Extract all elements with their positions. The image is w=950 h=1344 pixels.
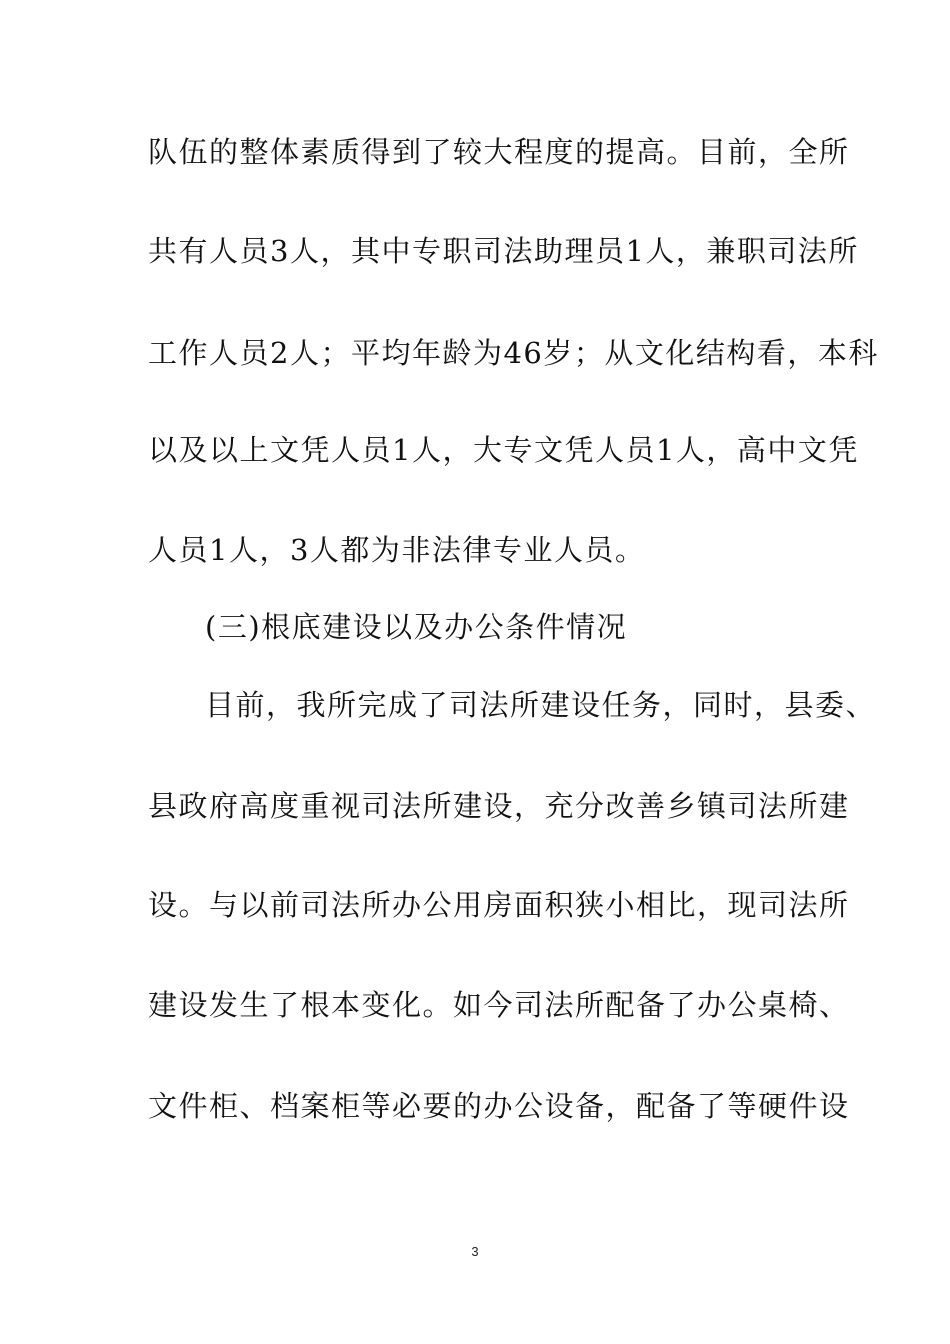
- paragraph-line-5: 人员1人，3人都为非法律专业人员。: [148, 533, 646, 567]
- paragraph-line-3: 工作人员2人；平均年龄为46岁；从文化结构看，本科: [148, 336, 879, 370]
- page-number: 3: [471, 1244, 479, 1259]
- section-heading: (三)根底建设以及办公条件情况: [205, 610, 628, 644]
- paragraph-line-2: 共有人员3人，其中专职司法助理员1人，兼职司法所: [148, 234, 859, 268]
- paragraph-line-9: 建设发生了根本变化。如今司法所配备了办公桌椅、: [148, 988, 850, 1022]
- paragraph-line-1: 队伍的整体素质得到了较大程度的提高。目前，全所: [148, 135, 850, 169]
- paragraph-line-10: 文件柜、档案柜等必要的办公设备，配备了等硬件设: [148, 1089, 850, 1123]
- paragraph-line-6: 目前，我所完成了司法所建设任务，同时，县委、: [205, 688, 877, 722]
- paragraph-line-4: 以及以上文凭人员1人，大专文凭人员1人，高中文凭: [148, 433, 859, 467]
- paragraph-line-7: 县政府高度重视司法所建设，充分改善乡镇司法所建: [148, 789, 850, 823]
- paragraph-line-8: 设。与以前司法所办公用房面积狭小相比，现司法所: [148, 888, 850, 922]
